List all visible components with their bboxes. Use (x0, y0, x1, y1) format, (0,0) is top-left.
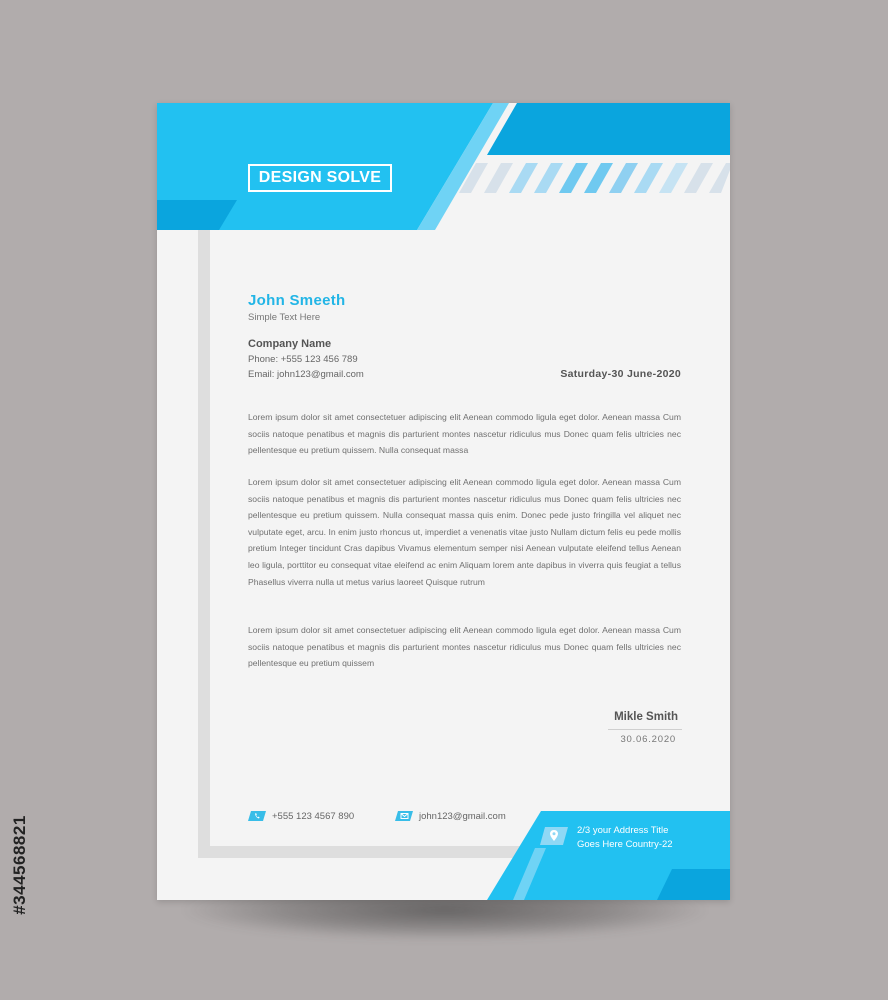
stripe (709, 163, 730, 193)
signature-divider (608, 729, 682, 730)
footer-address-line1: 2/3 your Address Title (577, 825, 669, 836)
stripe (509, 163, 538, 193)
stripe (684, 163, 713, 193)
sender-tagline: Simple Text Here (248, 312, 321, 323)
company-name: Company Name (248, 338, 332, 350)
sender-name: John Smeeth (248, 292, 346, 309)
stripe (534, 163, 563, 193)
sender-email: Email: john123@gmail.com (248, 369, 364, 380)
footer-email: john123@gmail.com (419, 811, 506, 822)
letterhead-page (157, 103, 730, 900)
stripe (609, 163, 638, 193)
stripe (634, 163, 663, 193)
stripe (559, 163, 588, 193)
stock-id-label: #344568821 (10, 815, 30, 915)
footer-phone: +555 123 4567 890 (272, 811, 355, 822)
sender-phone: Phone: +555 123 456 789 (248, 354, 358, 365)
letter-date: Saturday-30 June-2020 (560, 368, 681, 380)
logo: DESIGN SOLVE (248, 164, 392, 192)
body-paragraph: Lorem ipsum dolor sit amet consectetuer adipiscing elit Aenean commodo ligula eget dolor. Aenean massa Cum sociis natoque penatibus et magnis dis parturient montes nascetur ridiculus mus Donec quam felis ultricies nec pellentesque eu pretium quissem. Nulla consequat massa quis enim. Donec pede justo fringilla vel aliquet nec vulputate eget, arcu. In enim justo rhoncus ut, imperdiet a venenatis vitae justo Nullam dictum felis eu pede mollis pretium Integer tincidunt Cras dapibus Vivamus elementum semper nisi Aenean vulputate eleifend tellus Aenean leo ligula, porttitor eu consequat vitae eleifend ac enim Aliquam lorem ante dapibus in viverra quis feugiat a tellus Phasellus viverra nulla ut metus varius laoreet Quisque rutrum (248, 477, 681, 587)
frame-bottom-bar (198, 846, 548, 858)
body-paragraph: Lorem ipsum dolor sit amet consectetuer adipiscing elit Aenean commodo ligula eget dolor. Aenean massa Cum sociis natoque penatibus et magnis dis parturient montes nascetur ridiculus mus Donec quam felis ultricies nec pellentesque eu pretium quissem. Nulla consequat massa (248, 412, 681, 456)
header-right-block (487, 103, 730, 155)
stripe (484, 163, 513, 193)
signature-date: 30.06.2020 (620, 734, 676, 745)
mail-icon (395, 811, 413, 821)
frame-left-bar (198, 230, 210, 858)
body-paragraph: Lorem ipsum dolor sit amet consectetuer adipiscing elit Aenean commodo ligula eget dolor. Aenean massa Cum sociis natoque penatibus et magnis dis parturient montes nascetur ridiculus mus Donec quam fells ultricies nec pellentesque eu pretium quissem (248, 625, 681, 669)
stripe (659, 163, 688, 193)
diagonal-stripes (459, 163, 730, 193)
phone-icon (248, 811, 266, 821)
footer-address-line2: Goes Here Country-22 (577, 839, 673, 850)
signature-name: Mikle Smith (614, 711, 678, 723)
stripe (584, 163, 613, 193)
location-pin-icon (540, 827, 568, 845)
